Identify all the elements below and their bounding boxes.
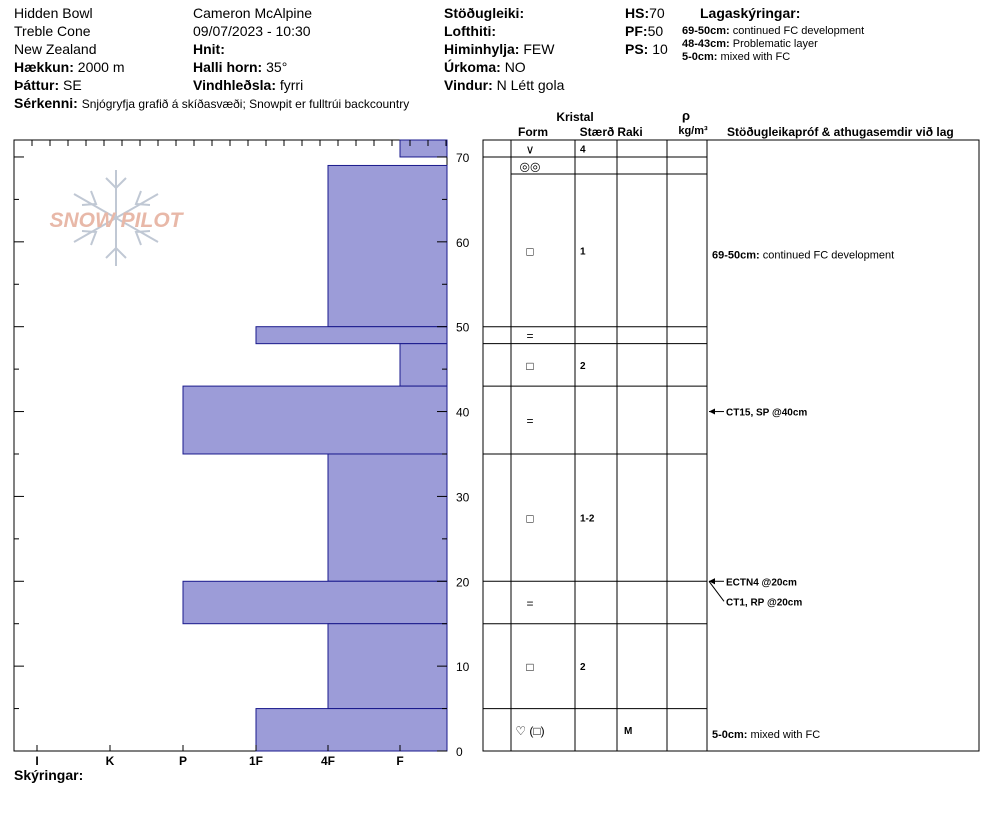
snowpilot-watermark xyxy=(50,170,185,266)
grain-form: = xyxy=(526,414,534,429)
layer-comment-text: mixed with FC xyxy=(747,729,821,742)
grain-form: □ xyxy=(526,244,534,259)
precip-label: Úrkoma: xyxy=(444,59,501,75)
y-tick-label: 40 xyxy=(456,405,470,420)
grain-size: 1 xyxy=(580,246,586,258)
grain-form: = xyxy=(526,329,534,344)
observer: Cameron McAlpine xyxy=(193,5,313,21)
slope-label: Halli horn: xyxy=(193,59,263,75)
x-tick-label: 4F xyxy=(320,754,336,768)
country: New Zealand xyxy=(14,41,97,57)
layer-legend-item: 69-50cm: continued FC development xyxy=(682,25,865,37)
ps-label: PS: xyxy=(625,41,649,57)
y-tick-label: 50 xyxy=(456,320,470,335)
aspect-label: Þáttur: xyxy=(14,77,60,93)
stability-test: CT1, RP @20cm xyxy=(726,597,803,609)
grain-size: 4 xyxy=(580,144,586,156)
grain-form: ◎◎ xyxy=(519,159,541,174)
x-tick-label: P xyxy=(178,754,188,768)
wind-label: Vindur: xyxy=(444,77,493,93)
coords-label: Hnit: xyxy=(193,41,225,57)
grain-form: □ xyxy=(526,358,534,373)
layer-comment-range: 5-0cm: xyxy=(712,729,748,742)
layer-comment xyxy=(712,729,820,741)
pf-value: 50 xyxy=(647,23,664,39)
area: Treble Cone xyxy=(14,23,91,39)
datetime: 09/07/2023 - 10:30 xyxy=(193,23,311,39)
y-tick-label: 70 xyxy=(456,150,470,165)
hardness-bar xyxy=(328,165,447,326)
density-unit: kg/m³ xyxy=(678,125,708,137)
hardness-bar xyxy=(256,327,447,344)
hs-label: HS: xyxy=(625,5,650,21)
y-tick-label: 0 xyxy=(456,745,463,759)
x-tick-label: I xyxy=(35,754,39,768)
grain-moisture: M xyxy=(624,725,633,737)
elevation-label: Hækkun: xyxy=(14,59,74,75)
x-tick-label: F xyxy=(396,754,404,768)
stability-label: Stöðugleiki: xyxy=(444,5,525,21)
air-temp-label: Lofthiti: xyxy=(444,23,497,39)
layer-comment-text: continued FC development xyxy=(759,249,895,262)
slope-value: 35° xyxy=(266,59,288,75)
hardness-bar xyxy=(328,624,447,709)
layer-legend-item: 48-43cm: Problematic layer xyxy=(682,38,818,50)
hardness-bar xyxy=(400,344,447,386)
grain-size: 1-2 xyxy=(580,513,595,525)
sky-label: Himinhylja: xyxy=(444,41,520,57)
hardness-bar xyxy=(328,454,447,581)
size-header: Stærð xyxy=(579,125,615,139)
wind-loading-value: fyrri xyxy=(279,77,304,93)
layer-comment-range: 69-50cm: xyxy=(712,249,760,262)
crystal-header: Kristal xyxy=(556,110,594,124)
hardness-bar xyxy=(400,140,447,157)
notes-label: Skýringar: xyxy=(14,767,84,783)
grain-form: = xyxy=(526,596,534,611)
density-symbol: ρ xyxy=(681,108,691,123)
moisture-header: Raki xyxy=(617,125,643,139)
stability-test: ECTN4 @20cm xyxy=(726,577,797,589)
tests-header: Stöðugleikapróf & athugasemdir við lag xyxy=(727,125,954,139)
grain-form: □ xyxy=(526,511,534,526)
y-tick-label: 60 xyxy=(456,235,470,250)
wind-value: N Létt gola xyxy=(496,77,565,93)
precip-value: NO xyxy=(504,59,526,75)
test-arrowhead xyxy=(709,578,715,584)
wind-loading-label: Vindhleðsla: xyxy=(193,77,276,93)
features-value: Snjógryfja grafið á skíðasvæði; Snowpit er fulltrúi backcountry xyxy=(81,97,410,111)
x-tick-label: 1F xyxy=(248,754,264,768)
form-header: Form xyxy=(518,125,548,139)
layer-legend-item: 5-0cm: mixed with FC xyxy=(682,51,791,63)
hardness-bar xyxy=(183,581,447,623)
test-arrowhead xyxy=(709,409,715,415)
test-pointer xyxy=(709,581,724,601)
watermark-text: SNOW PILOT xyxy=(49,209,183,232)
grain-size: 2 xyxy=(580,360,586,372)
grain-table-frame xyxy=(483,140,979,751)
hs-value: 70 xyxy=(649,5,665,21)
grain-size: 2 xyxy=(580,662,586,674)
y-tick-label: 10 xyxy=(456,660,470,675)
hardness-bar xyxy=(183,386,447,454)
elevation-value: 2000 m xyxy=(77,59,125,75)
grain-form: ♡ (□) xyxy=(515,723,545,738)
layer-legend-title: Lagaskýringar: xyxy=(700,5,801,21)
grain-form: □ xyxy=(526,660,534,675)
x-tick-label: K xyxy=(105,754,115,768)
pf-label: PF: xyxy=(625,23,648,39)
sky-value: FEW xyxy=(523,41,555,57)
grain-form: ∨ xyxy=(525,142,535,157)
location: Hidden Bowl xyxy=(14,5,93,21)
aspect-value: SE xyxy=(63,77,82,93)
stability-test: CT15, SP @40cm xyxy=(726,407,808,419)
features-label: Sérkenni: xyxy=(14,95,78,111)
y-tick-label: 30 xyxy=(456,490,470,505)
ps-value: 10 xyxy=(652,41,668,57)
hardness-bar xyxy=(256,709,447,751)
y-tick-label: 20 xyxy=(456,575,470,590)
layer-comment xyxy=(712,250,894,262)
